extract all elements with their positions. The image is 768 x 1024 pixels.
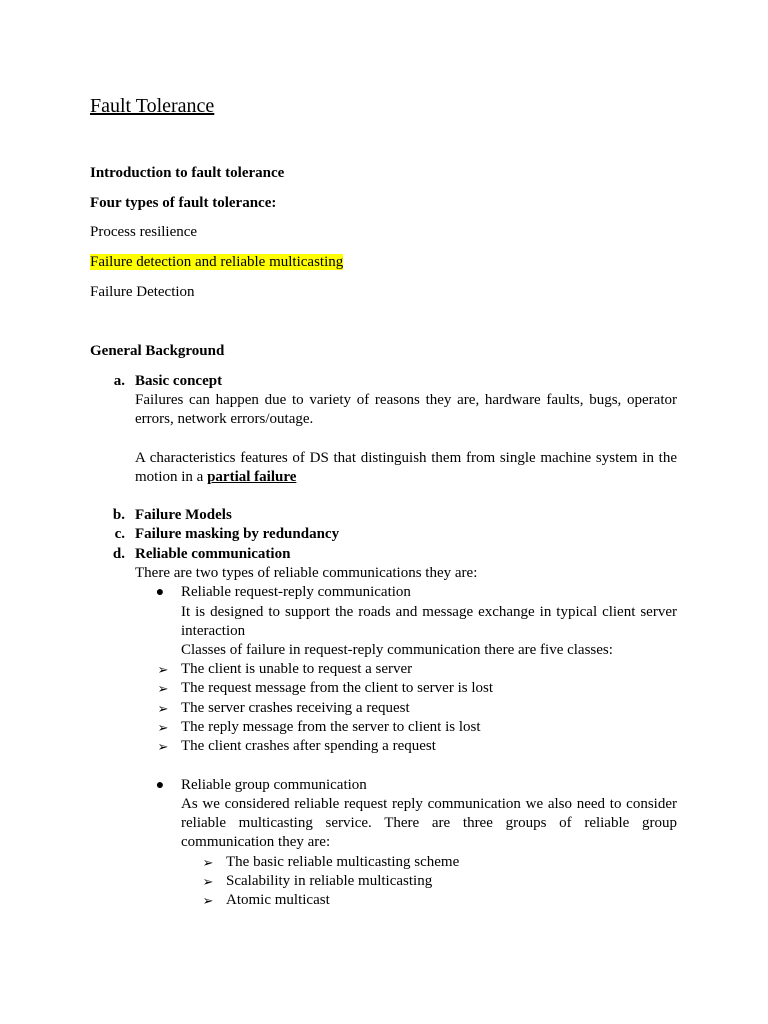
rr-item: The reply message from the server to client is lost — [181, 719, 481, 735]
bullet-icon: ● — [155, 585, 165, 600]
bullet-icon: ● — [155, 778, 165, 793]
highlight-span: Failure detection and reliable multicasting — [90, 254, 344, 270]
rr-item: The request message from the client to server is lost — [181, 680, 493, 696]
basic-concept-paragraph-1: Failures can happen due to variety of reasons they are, hardware faults, bugs, operator errors, network errors/outage. — [135, 392, 677, 427]
failure-models-heading: Failure Models — [135, 507, 232, 523]
group-communication-description: As we considered reliable request reply communication we also need to consider reliable multicasting service. There are three groups of reliable group communication they are: — [181, 796, 677, 850]
paragraph-2-text: A characteristics features of DS that distinguish them from single machine system in the motion in a — [135, 450, 677, 485]
rr-item: The server crashes receiving a request — [181, 700, 410, 716]
reliable-communication-intro: There are two types of reliable communications they are: — [135, 565, 478, 581]
list-label-a: a. — [113, 373, 125, 389]
arrow-bullet-icon: ➢ — [157, 739, 169, 754]
request-reply-title: Reliable request-reply communication — [181, 584, 411, 600]
highlighted-text — [90, 253, 343, 272]
arrow-bullet-icon: ➢ — [202, 855, 214, 870]
arrow-bullet-icon: ➢ — [157, 662, 169, 677]
list-label-d: d. — [112, 546, 125, 562]
arrow-bullet-icon: ➢ — [202, 874, 214, 889]
reliable-communication-heading: Reliable communication — [135, 546, 291, 562]
four-types-heading: Four types of fault tolerance: — [90, 195, 277, 211]
arrow-bullet-icon: ➢ — [157, 720, 169, 735]
general-background-heading: General Background — [90, 343, 225, 359]
intro-heading: Introduction to fault tolerance — [90, 165, 285, 181]
rg-item: Scalability in reliable multicasting — [226, 873, 433, 889]
page-title: Fault Tolerance — [90, 95, 215, 117]
group-communication-title: Reliable group communication — [181, 777, 367, 793]
rr-item: The client crashes after spending a request — [181, 738, 436, 754]
arrow-bullet-icon: ➢ — [157, 701, 169, 716]
rr-item: The client is unable to request a server — [181, 661, 413, 677]
arrow-bullet-icon: ➢ — [202, 893, 214, 908]
list-label-b: b. — [112, 507, 125, 523]
failure-masking-heading: Failure masking by redundancy — [135, 526, 340, 542]
list-label-c: c. — [114, 526, 125, 542]
arrow-bullet-icon: ➢ — [157, 681, 169, 696]
request-reply-classes-text: Classes of failure in request-reply communication there are five classes: — [181, 642, 613, 658]
rg-item: The basic reliable multicasting scheme — [226, 854, 460, 870]
basic-concept-heading: Basic concept — [135, 373, 223, 389]
basic-concept-paragraph-2 — [135, 449, 677, 487]
rg-item: Atomic multicast — [226, 892, 330, 908]
process-resilience-text: Process resilience — [90, 224, 198, 240]
failure-detection-text: Failure Detection — [90, 284, 195, 300]
request-reply-description: It is designed to support the roads and message exchange in typical client server interaction — [181, 604, 677, 639]
partial-failure-term: partial failure — [207, 469, 297, 485]
